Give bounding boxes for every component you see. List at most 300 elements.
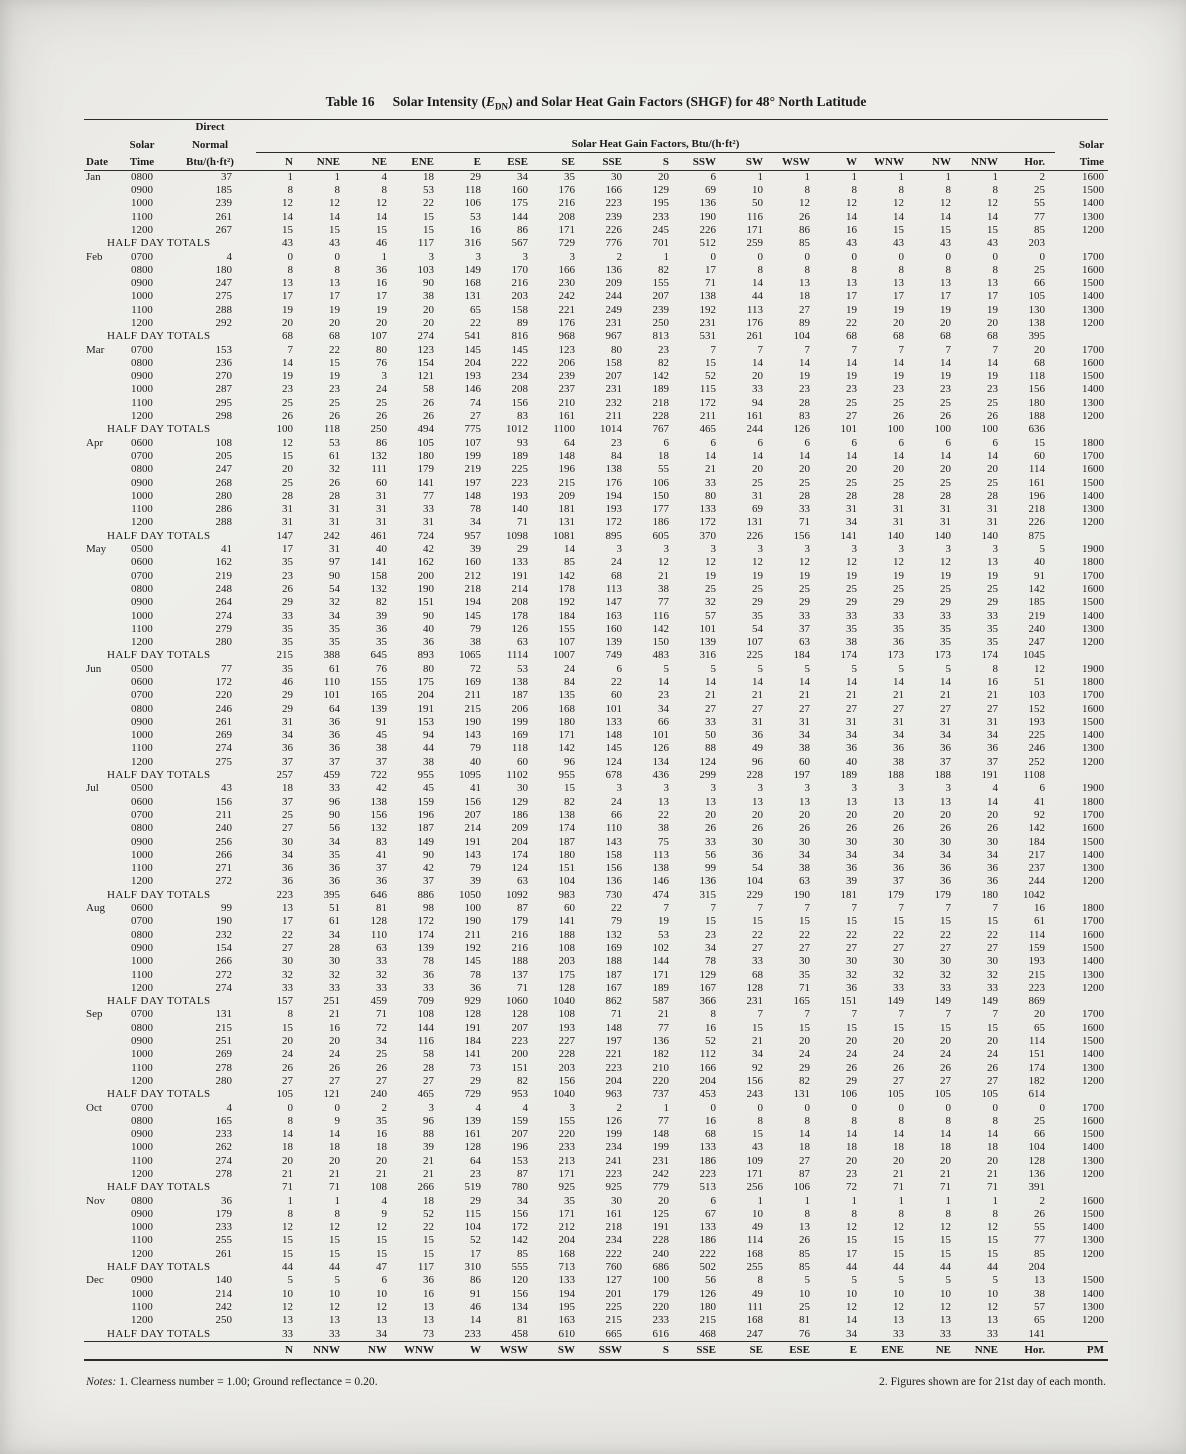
- shgf-value: 27: [846, 702, 857, 715]
- shgf-value: 7: [804, 1008, 810, 1021]
- half-day-total-value: 105: [934, 1088, 951, 1101]
- shgf-value: 20: [752, 370, 763, 383]
- shgf-value: 82: [517, 1074, 528, 1087]
- half-day-total-value: 141: [840, 529, 857, 542]
- solar-time-pm: 1300: [1082, 1234, 1104, 1247]
- footer-direction-ese: ESE: [773, 1341, 820, 1360]
- half-day-total-value: 105: [276, 1088, 293, 1101]
- shgf-value: 26: [705, 822, 716, 835]
- shgf-value: 90: [423, 277, 434, 290]
- solar-time-am: 1100: [131, 303, 153, 316]
- half-day-total-value: 44: [329, 1261, 340, 1274]
- shgf-value: 34: [940, 848, 951, 861]
- shgf-value: 65: [1034, 1314, 1045, 1327]
- month-label: [84, 317, 120, 330]
- shgf-value: 145: [464, 343, 481, 356]
- shgf-value: 39: [470, 543, 481, 556]
- shgf-value: 7: [992, 1008, 998, 1021]
- shgf-value: 3: [804, 543, 810, 556]
- shgf-value: 15: [846, 1021, 857, 1034]
- shgf-value: 5: [663, 662, 669, 675]
- shgf-value: 8: [287, 263, 293, 276]
- shgf-value: 3: [992, 543, 998, 556]
- shgf-value: 24: [846, 1048, 857, 1061]
- shgf-value: 30: [846, 835, 857, 848]
- shgf-value: 191: [464, 1021, 481, 1034]
- column-header-hor: Hor.: [1008, 152, 1055, 170]
- shgf-value: 124: [699, 755, 716, 768]
- half-day-total-value: 1014: [600, 423, 622, 436]
- shgf-value: 33: [893, 609, 904, 622]
- shgf-value: 0: [1039, 250, 1045, 263]
- shgf-value: 56: [705, 1274, 716, 1287]
- shgf-value: 172: [511, 1221, 528, 1234]
- shgf-value: 34: [893, 729, 904, 742]
- direct-normal-value: 270: [215, 370, 232, 383]
- shgf-value: 36: [470, 981, 481, 994]
- shgf-value: 23: [705, 928, 716, 941]
- column-header-e: E: [444, 152, 491, 170]
- shgf-value: 21: [987, 1167, 998, 1180]
- shgf-value: 15: [893, 1247, 904, 1260]
- half-day-total-value: 33: [329, 1327, 340, 1340]
- shgf-value: 147: [605, 596, 622, 609]
- solar-time-pm: 1500: [1082, 835, 1104, 848]
- shgf-value: 19: [329, 370, 340, 383]
- shgf-value: 55: [1034, 1221, 1045, 1234]
- solar-time-pm: 1300: [1082, 1154, 1104, 1167]
- shgf-value: 14: [987, 795, 998, 808]
- shgf-value: 132: [370, 449, 387, 462]
- shgf-value: 161: [746, 410, 763, 423]
- month-label: [84, 224, 120, 237]
- half-day-totals-row: [84, 995, 1108, 1008]
- shgf-value: 222: [511, 356, 528, 369]
- shgf-value: 175: [511, 197, 528, 210]
- shgf-value: 185: [1028, 596, 1045, 609]
- shgf-value: 23: [611, 436, 622, 449]
- shgf-value: 33: [799, 503, 810, 516]
- table-row: [84, 875, 1108, 888]
- solar-time-pm: 1300: [1082, 1300, 1104, 1313]
- solar-time-am: 1100: [131, 742, 153, 755]
- shgf-value: 81: [799, 1314, 810, 1327]
- half-day-totals-label: HALF DAY TOTALS: [107, 330, 211, 343]
- shgf-value: 71: [799, 981, 810, 994]
- shgf-value: 76: [376, 356, 387, 369]
- shgf-value: 63: [517, 875, 528, 888]
- shgf-value: 226: [605, 223, 622, 236]
- shgf-value: 8: [851, 1114, 857, 1127]
- half-day-total-value: 605: [652, 529, 669, 542]
- header-shgf-group: Solar Heat Gain Factors, Btu/(h·ft²): [256, 135, 1055, 153]
- half-day-total-value: 925: [605, 1181, 622, 1194]
- shgf-value: 19: [987, 569, 998, 582]
- shgf-value: 12: [893, 1221, 904, 1234]
- shgf-value: 186: [699, 1234, 716, 1247]
- shgf-value: 27: [705, 702, 716, 715]
- table-row: [84, 809, 1108, 822]
- month-label: [84, 1248, 120, 1261]
- month-label: [84, 623, 120, 636]
- half-day-total-value: 231: [746, 995, 763, 1008]
- shgf-value: 12: [799, 197, 810, 210]
- note-2-text: 2. Figures shown are for 21st day of each month.: [879, 1374, 1106, 1388]
- month-label: [84, 1168, 120, 1181]
- shgf-value: 6: [804, 436, 810, 449]
- shgf-value: 36: [846, 981, 857, 994]
- month-label: Nov: [86, 1194, 105, 1207]
- half-day-total-value: 43: [282, 237, 293, 250]
- shgf-value: 20: [846, 463, 857, 476]
- shgf-value: 27: [987, 941, 998, 954]
- solar-time-am: 0700: [131, 250, 153, 263]
- shgf-value: 158: [511, 303, 528, 316]
- solar-time-am: 1100: [131, 968, 153, 981]
- shgf-value: 196: [1028, 489, 1045, 502]
- shgf-value: 239: [605, 210, 622, 223]
- half-day-totals-label: HALF DAY TOTALS: [107, 888, 211, 901]
- shgf-value: 12: [329, 1300, 340, 1313]
- shgf-value: 20: [940, 463, 951, 476]
- shgf-value: 27: [893, 1074, 904, 1087]
- shgf-value: 8: [851, 1207, 857, 1220]
- shgf-value: 14: [987, 210, 998, 223]
- half-day-total-value: 104: [793, 330, 810, 343]
- half-day-totals-label: HALF DAY TOTALS: [107, 1261, 211, 1274]
- shgf-value: 29: [799, 596, 810, 609]
- shgf-value: 26: [846, 1061, 857, 1074]
- month-label: [84, 1234, 120, 1247]
- shgf-value: 21: [705, 689, 716, 702]
- table-row: [84, 1234, 1108, 1247]
- shgf-value: 7: [804, 902, 810, 915]
- shgf-value: 124: [511, 862, 528, 875]
- half-day-total-value: 555: [511, 1261, 528, 1274]
- shgf-value: 79: [470, 742, 481, 755]
- shgf-value: 223: [699, 1167, 716, 1180]
- shgf-value: 12: [893, 1300, 904, 1313]
- shgf-value: 234: [511, 370, 528, 383]
- shgf-value: 34: [658, 702, 669, 715]
- shgf-value: 20: [987, 808, 998, 821]
- shgf-value: 174: [558, 822, 575, 835]
- shgf-value: 82: [564, 795, 575, 808]
- solar-time-pm: 1500: [1082, 1274, 1104, 1287]
- shgf-value: 142: [652, 622, 669, 635]
- footer-direction-ssw: SSW: [585, 1341, 632, 1360]
- shgf-value: 16: [423, 1287, 434, 1300]
- shgf-value: 125: [652, 1207, 669, 1220]
- shgf-value: 184: [558, 609, 575, 622]
- shgf-value: 6: [945, 436, 951, 449]
- half-day-total-value: 215: [276, 649, 293, 662]
- shgf-value: 39: [846, 875, 857, 888]
- table-row: [84, 849, 1108, 862]
- table-row: [84, 636, 1108, 649]
- shgf-value: 8: [992, 1207, 998, 1220]
- shgf-value: 85: [517, 1247, 528, 1260]
- shgf-value: 34: [282, 729, 293, 742]
- shgf-value: 116: [417, 1035, 434, 1048]
- shgf-value: 38: [470, 636, 481, 649]
- shgf-value: 33: [329, 782, 340, 795]
- shgf-value: 8: [804, 1114, 810, 1127]
- shgf-value: 25: [846, 396, 857, 409]
- shgf-value: 5: [757, 662, 763, 675]
- shgf-value: 163: [605, 609, 622, 622]
- shgf-value: 197: [464, 476, 481, 489]
- shgf-value: 27: [329, 1074, 340, 1087]
- shgf-value: 40: [846, 755, 857, 768]
- shgf-value: 8: [851, 184, 857, 197]
- table-row: [84, 1035, 1108, 1048]
- shgf-value: 101: [323, 689, 340, 702]
- shgf-value: 31: [893, 516, 904, 529]
- shgf-value: 14: [893, 1128, 904, 1141]
- shgf-value: 13: [705, 795, 716, 808]
- shgf-value: 218: [605, 1221, 622, 1234]
- notes-label: Notes:: [86, 1374, 117, 1388]
- shgf-value: 3: [898, 782, 904, 795]
- table-row: [84, 1314, 1108, 1327]
- shgf-value: 111: [747, 1300, 763, 1313]
- shgf-value: 14: [846, 676, 857, 688]
- shgf-value: 32: [329, 968, 340, 981]
- half-day-total-value: 106: [840, 1088, 857, 1101]
- solar-time-pm: 1900: [1082, 543, 1104, 556]
- shgf-value: 138: [652, 862, 669, 875]
- half-day-totals-label: HALF DAY TOTALS: [107, 1327, 211, 1340]
- shgf-value: 36: [282, 742, 293, 755]
- half-day-total-value: 895: [605, 529, 622, 542]
- half-day-total-value: 259: [746, 237, 763, 250]
- shgf-value: 218: [1028, 503, 1045, 516]
- shgf-value: 72: [376, 1021, 387, 1034]
- shgf-value: 25: [799, 476, 810, 489]
- table-row: [84, 1274, 1108, 1287]
- shgf-value: 15: [940, 915, 951, 928]
- shgf-value: 34: [893, 848, 904, 861]
- solar-time-am: 0500: [131, 782, 153, 795]
- half-day-total-value: 43: [987, 237, 998, 250]
- half-day-total-value: 188: [887, 769, 904, 782]
- shgf-value: 34: [846, 516, 857, 529]
- shgf-value: 8: [804, 263, 810, 276]
- shgf-value: 1: [945, 170, 951, 183]
- half-day-total-value: 180: [981, 888, 998, 901]
- shgf-value: 23: [893, 383, 904, 396]
- shgf-value: 57: [1034, 1300, 1045, 1313]
- shgf-value: 36: [846, 742, 857, 755]
- shgf-value: 93: [517, 436, 528, 449]
- shgf-value: 20: [987, 1035, 998, 1048]
- shgf-value: 136: [652, 1035, 669, 1048]
- table-row: [84, 1141, 1108, 1154]
- solar-time-pm: 1400: [1082, 489, 1104, 502]
- half-day-totals-row: [84, 769, 1108, 782]
- shgf-value: 112: [699, 1048, 716, 1061]
- shgf-value: 25: [846, 582, 857, 595]
- solar-time-pm: 1900: [1082, 662, 1104, 675]
- shgf-value: 130: [1028, 303, 1045, 316]
- shgf-value: 53: [329, 436, 340, 449]
- shgf-value: 204: [699, 1074, 716, 1087]
- shgf-value: 7: [757, 343, 763, 356]
- empty-cell: [1055, 995, 1108, 1008]
- shgf-value: 178: [558, 582, 575, 595]
- direct-normal-value: 214: [215, 1287, 232, 1300]
- shgf-value: 14: [846, 1314, 857, 1327]
- shgf-value: 200: [417, 569, 434, 582]
- direct-normal-value: 268: [215, 476, 232, 489]
- shgf-value: 8: [334, 184, 340, 197]
- shgf-value: 34: [329, 835, 340, 848]
- shgf-value: 21: [940, 689, 951, 702]
- shgf-value: 21: [799, 689, 810, 702]
- direct-normal-value: 269: [215, 1048, 232, 1061]
- shgf-value: 27: [752, 702, 763, 715]
- table-row: [84, 676, 1108, 689]
- half-day-total-value: 189: [840, 769, 857, 782]
- shgf-value: 108: [417, 1008, 434, 1021]
- table-row: [84, 1195, 1108, 1208]
- shgf-value: 55: [658, 463, 669, 476]
- solar-time-pm: 1200: [1082, 410, 1104, 423]
- direct-normal-value: 185: [215, 184, 232, 197]
- shgf-value: 24: [611, 556, 622, 569]
- shgf-value: 3: [945, 543, 951, 556]
- solar-time-am: 0700: [131, 1008, 153, 1021]
- shgf-value: 21: [282, 1167, 293, 1180]
- shgf-value: 17: [705, 263, 716, 276]
- month-label: [84, 915, 120, 928]
- shgf-value: 3: [569, 250, 575, 263]
- shgf-value: 3: [381, 370, 387, 383]
- half-day-total-value: 100: [981, 423, 998, 436]
- shgf-value: 37: [282, 755, 293, 768]
- shgf-value: 38: [376, 742, 387, 755]
- shgf-value: 36: [423, 968, 434, 981]
- shgf-value: 26: [282, 1061, 293, 1074]
- shgf-value: 3: [428, 1101, 434, 1114]
- shgf-value: 131: [558, 516, 575, 529]
- shgf-value: 14: [752, 277, 763, 290]
- shgf-value: 233: [652, 210, 669, 223]
- header-spacer: [84, 135, 120, 153]
- table-row: [84, 437, 1108, 450]
- shgf-value: 27: [752, 941, 763, 954]
- month-label: [84, 570, 120, 583]
- half-day-total-value: 388: [323, 649, 340, 662]
- shgf-value: 36: [282, 862, 293, 875]
- shgf-value: 26: [282, 410, 293, 423]
- shgf-value: 20: [799, 463, 810, 476]
- shgf-value: 23: [329, 383, 340, 396]
- shgf-value: 207: [652, 290, 669, 303]
- shgf-value: 72: [470, 662, 481, 675]
- shgf-value: 249: [605, 303, 622, 316]
- solar-time-pm: 1300: [1082, 396, 1104, 409]
- shgf-value: 129: [652, 184, 669, 197]
- shgf-value: 36: [940, 875, 951, 888]
- shgf-value: 49: [752, 1287, 763, 1300]
- shgf-value: 5: [287, 1274, 293, 1287]
- shgf-value: 31: [329, 503, 340, 516]
- shgf-value: 8: [992, 184, 998, 197]
- shgf-value: 60: [376, 476, 387, 489]
- shgf-value: 37: [893, 875, 904, 888]
- direct-normal-value: 264: [215, 596, 232, 609]
- shgf-value: 19: [893, 569, 904, 582]
- shgf-value: 17: [282, 915, 293, 928]
- shgf-value: 14: [376, 210, 387, 223]
- shgf-value: 133: [699, 1221, 716, 1234]
- shgf-value: 78: [423, 955, 434, 968]
- shgf-value: 18: [423, 170, 434, 183]
- shgf-value: 187: [605, 968, 622, 981]
- half-day-total-value: 1040: [553, 1088, 575, 1101]
- shgf-value: 28: [329, 941, 340, 954]
- shgf-value: 1: [757, 170, 763, 183]
- shgf-value: 15: [846, 1234, 857, 1247]
- half-day-total-value: 458: [511, 1327, 528, 1340]
- shgf-value: 4: [475, 1101, 481, 1114]
- shgf-value: 12: [282, 1221, 293, 1234]
- shgf-value: 99: [705, 862, 716, 875]
- shgf-value: 26: [376, 410, 387, 423]
- shgf-value: 3: [475, 250, 481, 263]
- shgf-value: 215: [464, 702, 481, 715]
- half-day-total-value: 43: [893, 237, 904, 250]
- shgf-value: 13: [987, 556, 998, 569]
- shgf-value: 20: [658, 1194, 669, 1207]
- solar-time-am: 1200: [131, 223, 153, 236]
- shgf-value: 12: [282, 197, 293, 210]
- shgf-value: 28: [940, 489, 951, 502]
- shgf-value: 18: [282, 1141, 293, 1154]
- solar-time-am: 1100: [131, 622, 153, 635]
- header-spacer: [84, 119, 120, 135]
- direct-normal-value: 77: [221, 662, 232, 675]
- shgf-value: 19: [282, 370, 293, 383]
- half-day-total-value: 983: [558, 888, 575, 901]
- shgf-value: 42: [423, 862, 434, 875]
- half-day-total-value: 749: [605, 649, 622, 662]
- shgf-value: 207: [605, 370, 622, 383]
- solar-time-pm: 1400: [1082, 1221, 1104, 1234]
- shgf-value: 52: [470, 1234, 481, 1247]
- shgf-value: 142: [558, 569, 575, 582]
- shgf-value: 7: [757, 1008, 763, 1021]
- empty-cell: [1055, 1181, 1108, 1194]
- half-day-total-value: 228: [746, 769, 763, 782]
- solar-time-pm: 1200: [1082, 316, 1104, 329]
- shgf-value: 60: [611, 689, 622, 702]
- shgf-value: 69: [705, 184, 716, 197]
- half-day-total-value: 701: [652, 237, 669, 250]
- solar-time-pm: 1300: [1082, 968, 1104, 981]
- column-header-w: W: [820, 152, 867, 170]
- month-label: [84, 703, 120, 716]
- half-day-total-value: 85: [799, 1261, 810, 1274]
- solar-time-am: 0900: [131, 835, 153, 848]
- half-day-total-value: 147: [276, 529, 293, 542]
- shgf-value: 141: [558, 915, 575, 928]
- table-row: [84, 370, 1108, 383]
- shgf-value: 146: [464, 383, 481, 396]
- shgf-value: 14: [752, 449, 763, 462]
